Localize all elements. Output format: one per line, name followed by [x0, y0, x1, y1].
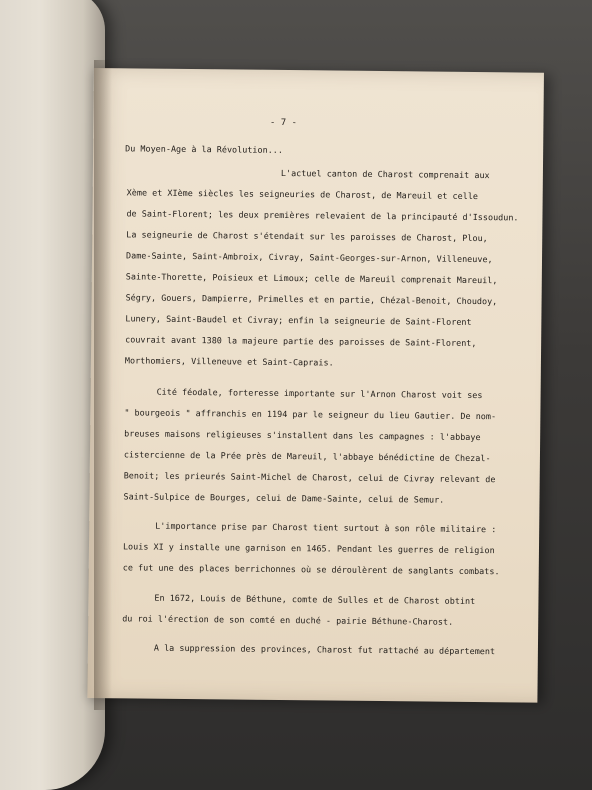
- binding-shadow: [94, 60, 112, 710]
- text-line: Saint-Sulpice de Bourges, celui de Dame-Sainte, celui de Semur.: [123, 491, 445, 505]
- text-line: Dame-Sainte, Saint-Ambroix, Civray, Saint-Georges-sur-Arnon, Villeneuve,: [125, 250, 493, 265]
- text-line: breuses maisons religieuses s'installent dans les campagnes : l'abbaye: [124, 428, 481, 443]
- text-line: du roi l'érection de son comté en duché - pairie Béthune-Charost.: [122, 613, 454, 627]
- text-line: couvrait avant 1380 la majeure partie des paroisses de Saint-Florent,: [125, 334, 477, 349]
- text-line: Sainte-Thorette, Poisieux et Limoux; celle de Mareuil comprenait Mareuil,: [125, 271, 498, 286]
- text-line: A la suppression des provinces, Charost fut rattaché au département: [153, 642, 496, 657]
- text-line: " bourgeois " affranchis en 1194 par le seigneur du lieu Gautier. De nom-: [124, 407, 497, 422]
- text-line: Benoit; les prieurés Saint-Michel de Charost, celui de Civray relevant de: [123, 470, 496, 485]
- text-line: cistercienne de la Prée près de Mareuil, l'abbaye bénédictine de Chezal-: [123, 449, 491, 464]
- text-line: Louis XI y installe une garnison en 1465. Pendant les guerres de religion: [122, 541, 495, 556]
- text-line: L'importance prise par Charost tient surtout à son rôle militaire :: [155, 520, 497, 535]
- text-line: Xème et XIème siècles les seigneuries de Charost, de Mareuil et celle: [126, 187, 479, 202]
- typed-document-page: [87, 68, 544, 703]
- text-line: Morthomiers, Villeneuve et Saint-Caprais.: [124, 355, 334, 368]
- page-number: - 7 -: [269, 117, 298, 129]
- text-line: Ségry, Gouers, Dampierre, Primelles et en partie, Chézal-Benoit, Choudoy,: [125, 292, 498, 307]
- text-line: La seigneurie de Charost s'étendait sur les paroisses de Charost, Plou,: [126, 229, 488, 244]
- text-line: Lunery, Saint-Baudel et Civray; enfin la seigneurie de Saint-Florent: [125, 313, 472, 327]
- text-line: ce fut une des places berrichonnes où se déroulèrent de sanglants combats.: [122, 562, 500, 577]
- section-heading: Du Moyen-Age à la Révolution...: [125, 143, 284, 155]
- text-line: de Saint-Florent; les deux premières relevaient de la principauté d'Issoudun.: [126, 208, 519, 223]
- text-line: L'actuel canton de Charost comprenait aux: [280, 167, 490, 181]
- text-line: Cité féodale, forteresse importante sur l'Arnon Charost voit ses: [156, 386, 483, 401]
- text-line: En 1672, Louis de Béthune, comte de Sulles et de Charost obtint: [154, 592, 476, 607]
